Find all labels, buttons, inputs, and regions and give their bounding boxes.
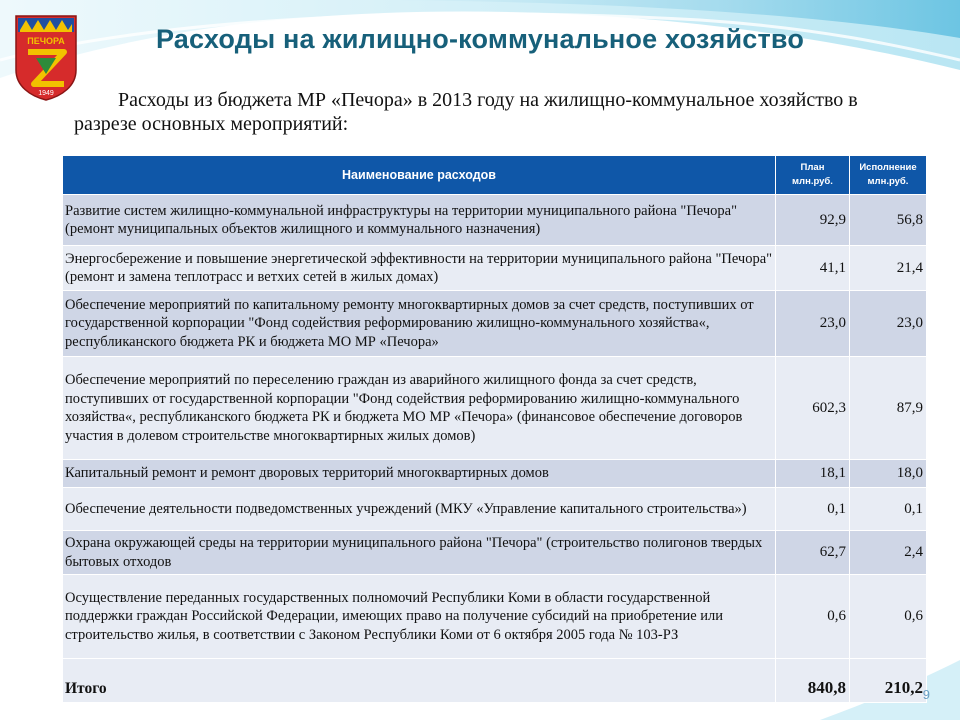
row-exec: 23,0 <box>850 291 927 357</box>
header-exec-title: Исполнение <box>859 162 917 173</box>
row-exec: 0,6 <box>850 575 927 659</box>
row-plan: 0,6 <box>776 575 850 659</box>
row-plan: 92,9 <box>776 195 850 246</box>
row-name: Обеспечение мероприятий по переселению граждан из аварийного жилищного фонда за счет средств, поступивших от государственной корпорации "Фонд содействия реформированию жилищно-коммунального хозяйства«, республиканского бюджета РК и бюджета МО МР «Печора» (финансовое обеспечение договоров участия в долевом строительстве многоквартирных жилых домов) <box>63 357 776 460</box>
row-name: Капитальный ремонт и ремонт дворовых территорий многоквартирных домов <box>63 460 776 488</box>
table-row <box>63 531 927 575</box>
row-plan: 23,0 <box>776 291 850 357</box>
table-row <box>63 195 927 246</box>
table-header-row <box>63 156 927 195</box>
table-row <box>63 291 927 357</box>
row-exec: 0,1 <box>850 488 927 531</box>
row-plan: 0,1 <box>776 488 850 531</box>
row-exec: 2,4 <box>850 531 927 575</box>
table-row <box>63 246 927 291</box>
row-plan: 62,7 <box>776 531 850 575</box>
row-name: Развитие систем жилищно-коммунальной инфраструктуры на территории муниципального района "Печора" (ремонт муниципальных объектов жилищного и коммунального назначения) <box>63 195 776 246</box>
emblem-text: ПЕЧОРА <box>27 36 65 46</box>
row-name: Энергосбережение и повышение энергетической эффективности на территории муниципального района "Печора" (ремонт и замена теплотрасс и ветхих сетей в жилых домах) <box>63 246 776 291</box>
total-exec: 210,2 <box>850 659 927 703</box>
row-name: Охрана окружающей среды на территории муниципального района "Печора" (строительство полигонов твердых бытовых отходов <box>63 531 776 575</box>
table-row <box>63 488 927 531</box>
header-plan-title: План <box>800 162 825 173</box>
row-exec: 87,9 <box>850 357 927 460</box>
row-exec: 21,4 <box>850 246 927 291</box>
header-exec <box>850 156 927 195</box>
header-name: Наименование расходов <box>63 156 776 195</box>
row-name: Обеспечение деятельности подведомственных учреждений (МКУ «Управление капитального строительства») <box>63 488 776 531</box>
slide-subtitle: Расходы из бюджета МР «Печора» в 2013 году на жилищно-коммунальное хозяйство в разрезе основных мероприятий: <box>74 89 858 135</box>
total-plan: 840,8 <box>776 659 850 703</box>
row-name: Осуществление переданных государственных полномочий Республики Коми в области государственной поддержки граждан Российской Федерации, имеющих право на получение субсидий на приобретение или строительство жилья, в соответствии с Законом Республики Коми от 6 октября 2005 года № 103-РЗ <box>63 575 776 659</box>
table-row <box>63 460 927 488</box>
table-row <box>63 575 927 659</box>
row-plan: 41,1 <box>776 246 850 291</box>
header-plan-unit: млн.руб. <box>792 176 833 187</box>
header-plan <box>776 156 850 195</box>
expenses-table <box>62 155 927 703</box>
total-label: Итого <box>63 659 776 703</box>
slide-title: Расходы на жилищно-коммунальное хозяйство <box>155 24 805 54</box>
table-total-row <box>63 659 927 703</box>
header-exec-unit: млн.руб. <box>867 176 909 187</box>
row-plan: 602,3 <box>776 357 850 460</box>
table-row <box>63 357 927 460</box>
emblem-year: 1949 <box>38 90 54 97</box>
row-name: Обеспечение мероприятий по капитальному ремонту многоквартирных домов за счет средств, поступивших от государственной корпорации "Фонд содействия реформированию жилищно-коммунального хозяйства«, республиканского бюджета РК и бюджета МО МР «Печора» <box>63 291 776 357</box>
row-plan: 18,1 <box>776 460 850 488</box>
row-exec: 18,0 <box>850 460 927 488</box>
page-number: 9 <box>922 687 930 702</box>
row-exec: 56,8 <box>850 195 927 246</box>
